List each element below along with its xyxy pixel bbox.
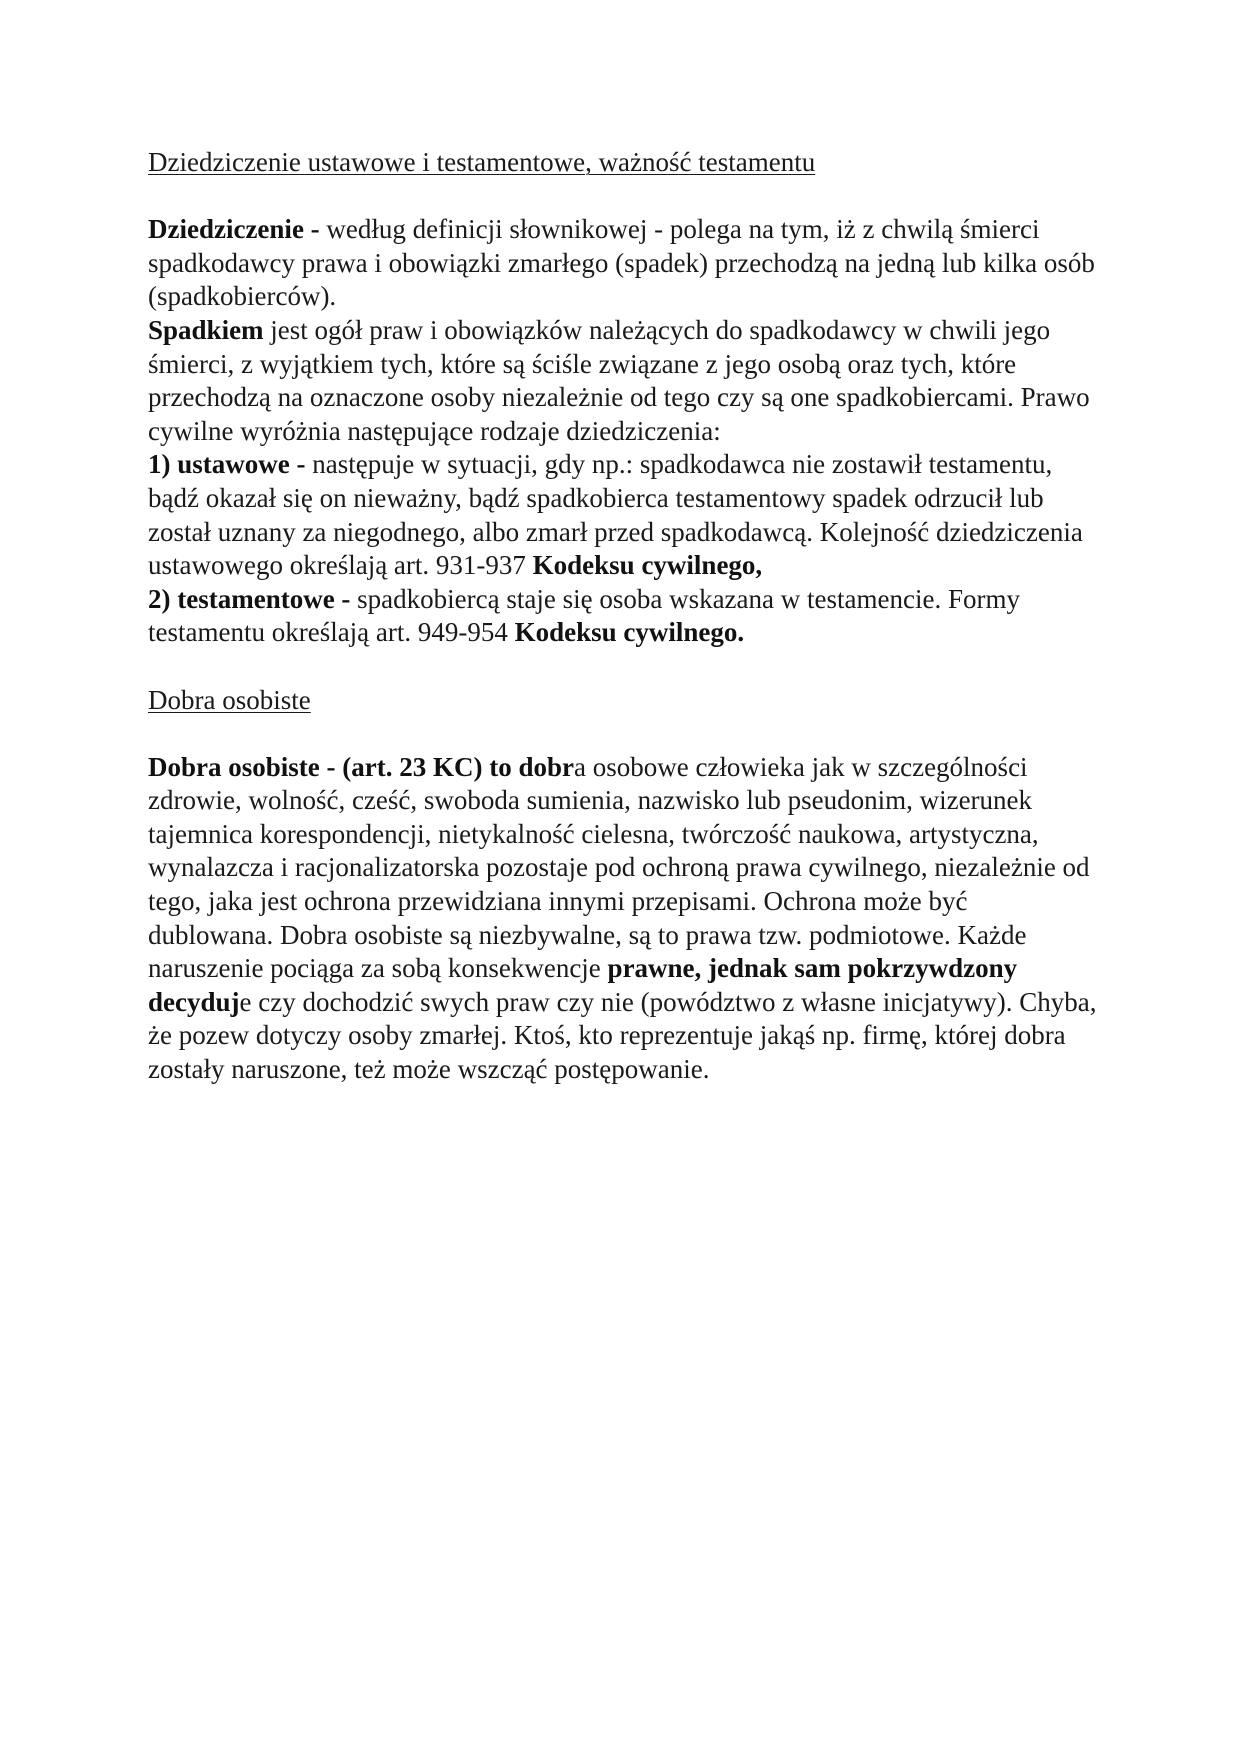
term-dobra-osobiste: Dobra osobiste - — [148, 751, 336, 782]
term-testamentowe: 2) testamentowe - — [148, 583, 351, 614]
spacer — [148, 180, 1098, 214]
paragraph-inheritance-definition — [148, 213, 1098, 314]
term-dziedziczenie: Dziedziczenie - — [148, 214, 320, 245]
section-heading-personal-rights: Dobra osobiste — [148, 684, 311, 715]
term-prawne-decyduj: prawne, jednak sam pokrzywdzony decyduj — [148, 953, 1018, 1017]
term-kodeks-2: Kodeksu cywilnego. — [514, 617, 745, 648]
spacer — [148, 717, 1098, 751]
term-spadkiem: Spadkiem — [148, 314, 264, 345]
spacer — [148, 650, 1098, 684]
text-spadkiem: jest ogół praw i obowiązków należących do spadkodawcy w chwili jego śmierci, z wyjątkiem tych, które są ściśle związane z jego osobą oraz tych, które przechodzą na oznaczone osoby niezależnie od tego czy są one spadkobiercami. Prawo cywilne wyróżnia następujące rodzaje dziedziczenia: — [148, 314, 1090, 446]
term-art-23: (art. 23 KC) to dobr — [335, 751, 574, 782]
paragraph-personal-rights — [148, 751, 1098, 1087]
document-page — [148, 146, 1098, 1087]
text-dobra-osobiste-1: a osobowe człowieka jak w szczególności zdrowie, wolność, cześć, swoboda sumienia, nazwisko lub pseudonim, wizerunek tajemnica korespondencji, nietykalność cielesna, twórczość naukowa, artystyczna, wynalazcza i racjonalizatorska pozostaje pod ochroną prawa cywilnego, niezależnie od tego, jaka jest ochrona przewidziana innymi przepisami. Ochrona może być dublowana. Dobra osobiste są niezbywalne, są to prawa tzw. podmiotowe. Każde naruszenie pociąga za sobą konsekwencje — [148, 751, 1090, 984]
text-testamentowe: spadkobiercą staje się osoba wskazana w testamencie. Formy testamentu określają art. 949-954 — [148, 583, 1020, 648]
text-ustawowe: następuje w sytuacji, gdy np.: spadkodawca nie zostawił testamentu, bądź okazał się on nieważny, bądź spadkobierca testamentowy spadek odrzucił lub został uznany za niegodnego, albo zmarł przed spadkodawcą. Kolejność dziedziczenia ustawowego określają art. 931-937 — [148, 449, 1083, 581]
list-item-testamentary — [148, 583, 1098, 650]
paragraph-estate-definition — [148, 314, 1098, 448]
list-item-statutory — [148, 448, 1098, 582]
text-dobra-osobiste-2: e czy dochodzić swych praw czy nie (powództwo z własne inicjatywy). Chyba, że pozew dotyczy osoby zmarłej. Ktoś, kto reprezentuje jakąś np. firmę, której dobra zostały naruszone, też może wszcząć postępowanie. — [148, 986, 1097, 1085]
text-dziedziczenie: według definicji słownikowej - polega na tym, iż z chwilą śmierci spadkodawcy prawa i obowiązki zmarłego (spadek) przechodzą na jedną lub kilka osób (spadkobierców). — [148, 214, 1095, 312]
term-kodeks-1: Kodeksu cywilnego, — [532, 550, 763, 581]
section-heading-inheritance: Dziedziczenie ustawowe i testamentowe, ważność testamentu — [148, 147, 816, 177]
term-ustawowe: 1) ustawowe - — [148, 449, 306, 480]
